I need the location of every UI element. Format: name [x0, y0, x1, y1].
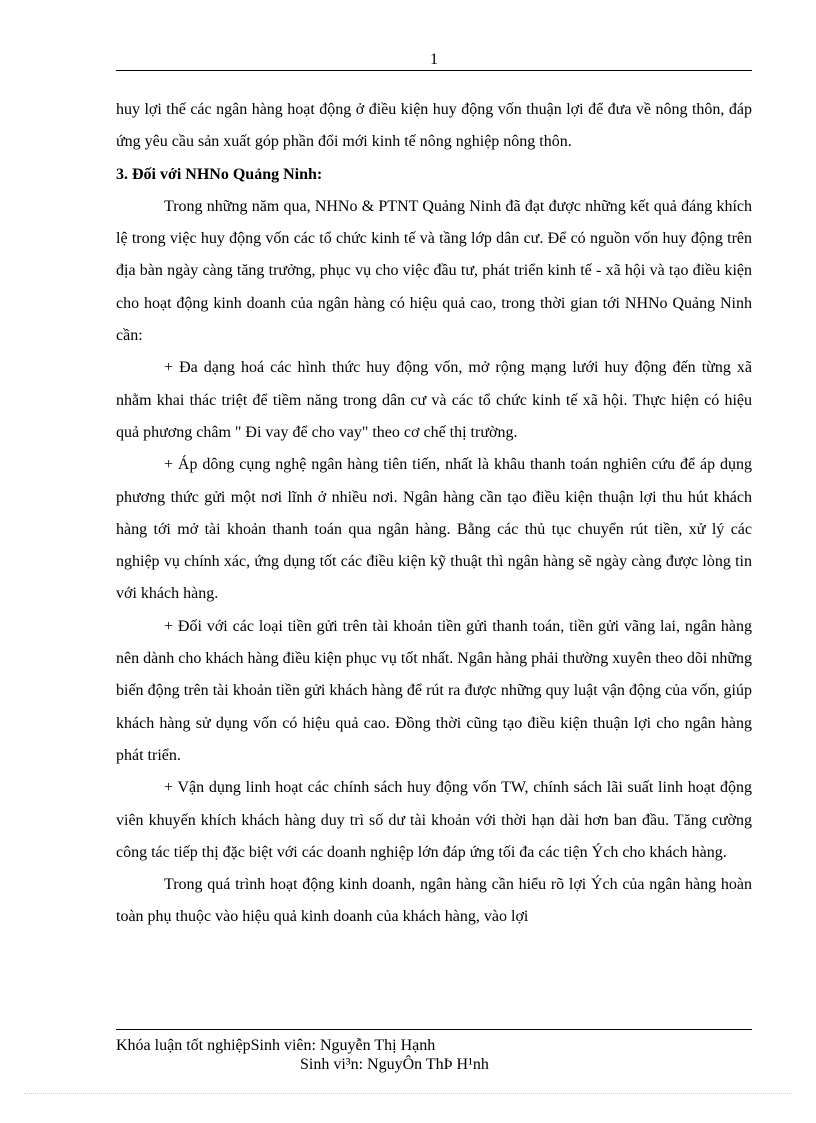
- page-number: 1: [430, 51, 438, 68]
- paragraph-intro: Trong những năm qua, NHNo & PTNT Quảng Ninh đã đạt được những kết quả đáng khích lệ trong việc huy động vốn các tổ chức kinh tế và tầng lớp dân cư. Để có nguồn vốn huy động trên địa bàn ngày càng tăng trưởng, phục vụ cho việc đầu tư, phát triển kinh tế - xã hội và tạo điều kiện cho hoạt động kinh doanh của ngân hàng có hiệu quả cao, trong thời gian tới NHNo Quảng Ninh cần:: [116, 197, 752, 345]
- paragraph-closing: Trong quá trình hoạt động kinh doanh, ngân hàng cần hiểu rõ lợi Ých của ngân hàng hoàn toàn phụ thuộc vào hiệu quả kinh doanh của khách hàng, vào lợi: [116, 876, 752, 926]
- page-bottom-divider: [24, 1093, 792, 1094]
- paragraph-policy: + Vận dụng linh hoạt các chính sách huy động vốn TW, chính sách lãi suất linh hoạt động viên khuyến khích khách hàng duy trì số dư tài khoản với thời hạn dài hơn ban đầu. Tăng cường công tác tiếp thị đặc biệt với các doanh nghiệp lớn đáp ứng tối đa các tiện Ých cho khách hàng.: [116, 779, 752, 861]
- paragraph-continuation: huy lợi thế các ngân hàng hoạt động ở điều kiện huy động vốn thuận lợi để đưa về nông thôn, đáp ứng yêu cầu sản xuất góp phần đổi mới kinh tế nông nghiệp nông thôn.: [116, 101, 752, 151]
- footer-line-1: Khóa luận tốt nghiệpSinh viên: Nguyễn Thị Hạnh: [116, 1037, 436, 1054]
- paragraph-deposits: + Đối với các loại tiền gửi trên tài khoản tiền gửi thanh toán, tiền gửi vãng lai, ngân hàng nên dành cho khách hàng điều kiện phục vụ tốt nhất. Ngân hàng phải thường xuyên theo dõi những biến động trên tài khoản tiền gửi khách hàng để rút ra được những quy luật vận động của vốn, giúp khách hàng sử dụng vốn có hiệu quả cao. Đồng thời cũng tạo điều kiện thuận lợi cho ngân hàng phát triển.: [116, 617, 752, 764]
- document-body: [116, 94, 752, 934]
- footer-line-2: Sinh vi³n: NguyÔn ThÞ H¹nh: [300, 1056, 489, 1073]
- footer-rule: [116, 1029, 752, 1030]
- section-heading: 3. Đối với NHNo Quảng Ninh:: [116, 165, 323, 183]
- paragraph-diversify: + Đa dạng hoá các hình thức huy động vốn, mở rộng mạng lưới huy động đến từng xã nhằm khai thác triệt để tiềm năng trong dân cư và các tổ chức kinh tế xã hội. Thực hiện có hiệu quả phương châm " Đi vay để cho vay" theo cơ chế thị trường.: [116, 359, 752, 441]
- header-rule: [116, 70, 752, 71]
- paragraph-technology: + Áp dông cụng nghệ ngân hàng tiên tiến, nhất là khâu thanh toán nghiên cứu để áp dụng phương thức gửi một nơi lĩnh ở nhiều nơi. Ngân hàng cần tạo điều kiện thuận lợi thu hút khách hàng tới mở tài khoản thanh toán qua ngân hàng. Bằng các thủ tục chuyển rút tiền, xử lý các nghiệp vụ chính xác, ứng dụng tốt các điều kiện kỹ thuật thì ngân hàng sẽ ngày càng được lòng tin với khách hàng.: [116, 456, 752, 603]
